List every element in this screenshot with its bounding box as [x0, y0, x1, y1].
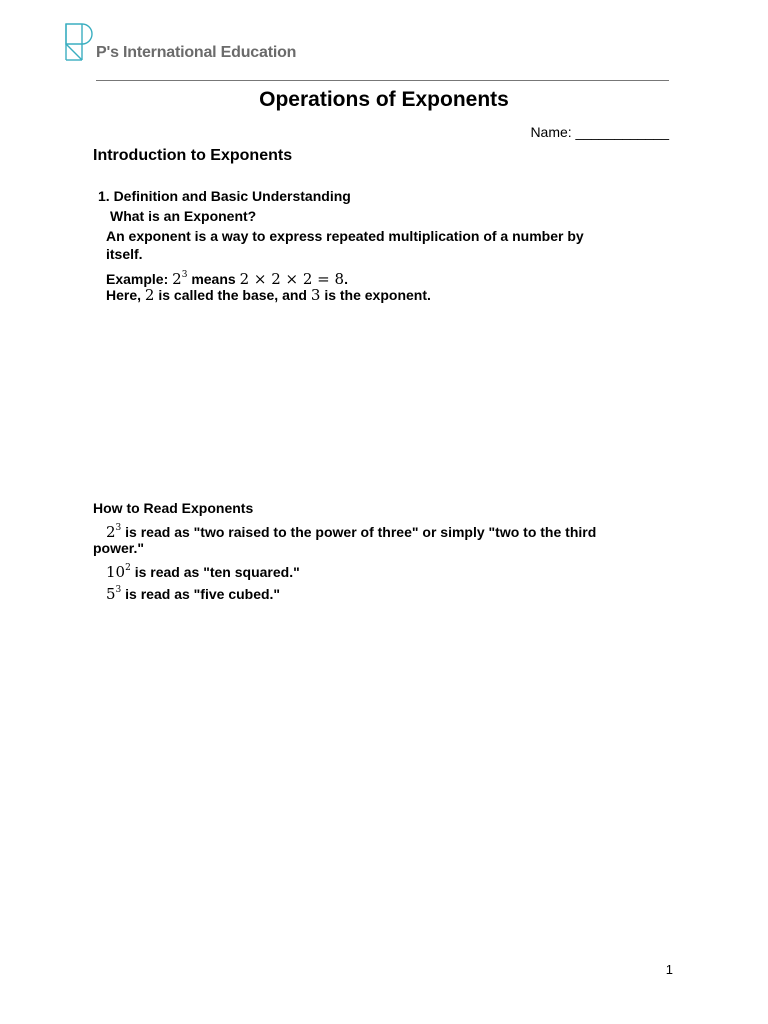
- reading-item-3-power: [106, 585, 121, 603]
- definition-heading: 1. Definition and Basic Understanding: [98, 188, 351, 204]
- example-exponent: 3: [181, 270, 188, 280]
- reading-item-3: [106, 580, 280, 604]
- reading-item-2-base: 10: [106, 563, 126, 581]
- reading-item-1-exponent: 3: [115, 523, 122, 533]
- reading-item-1-text: is read as "two raised to the power of three" or simply "two to the third: [125, 524, 597, 540]
- reading-heading: How to Read Exponents: [93, 500, 254, 516]
- here-prefix: Here,: [106, 287, 142, 303]
- reading-item-2-power: [106, 563, 131, 581]
- reading-item-2: [106, 558, 300, 582]
- reading-item-3-exponent: 3: [115, 585, 122, 595]
- section-title: Introduction to Exponents: [93, 147, 293, 164]
- example-period: .: [344, 271, 348, 287]
- page-number: 1: [665, 962, 673, 977]
- name-field[interactable]: Name: ____________: [530, 124, 669, 140]
- definition-subheading: What is an Exponent?: [110, 208, 257, 224]
- example-base: 2: [172, 270, 182, 288]
- reading-item-2-exponent: 2: [125, 563, 131, 573]
- reading-item-1-line2: power.": [93, 540, 144, 556]
- example-means: means: [191, 271, 236, 287]
- reading-item-1-base: 2: [106, 523, 116, 541]
- reading-item-3-text: is read as "five cubed.": [125, 586, 281, 602]
- example-expression: 2 × 2 × 2 = 8: [239, 270, 345, 288]
- definition-text-line2: itself.: [106, 246, 143, 262]
- ps-education-logo-icon: [64, 22, 98, 62]
- here-exponent: 3: [310, 286, 321, 304]
- here-middle: is called the base, and: [158, 287, 307, 303]
- definition-text-line1: An exponent is a way to express repeated multiplication of a number by: [106, 228, 584, 244]
- reading-item-2-text: is read as "ten squared.": [134, 564, 300, 580]
- here-base: 2: [144, 286, 155, 304]
- example-label: Example:: [106, 271, 169, 287]
- here-suffix: is the exponent.: [324, 287, 431, 303]
- org-name: P's International Education: [96, 44, 297, 61]
- reading-item-1: [106, 518, 596, 542]
- here-line: [106, 285, 431, 305]
- header-divider: [96, 80, 669, 81]
- reading-item-3-base: 5: [106, 585, 116, 603]
- document-title: Operations of Exponents: [259, 88, 509, 111]
